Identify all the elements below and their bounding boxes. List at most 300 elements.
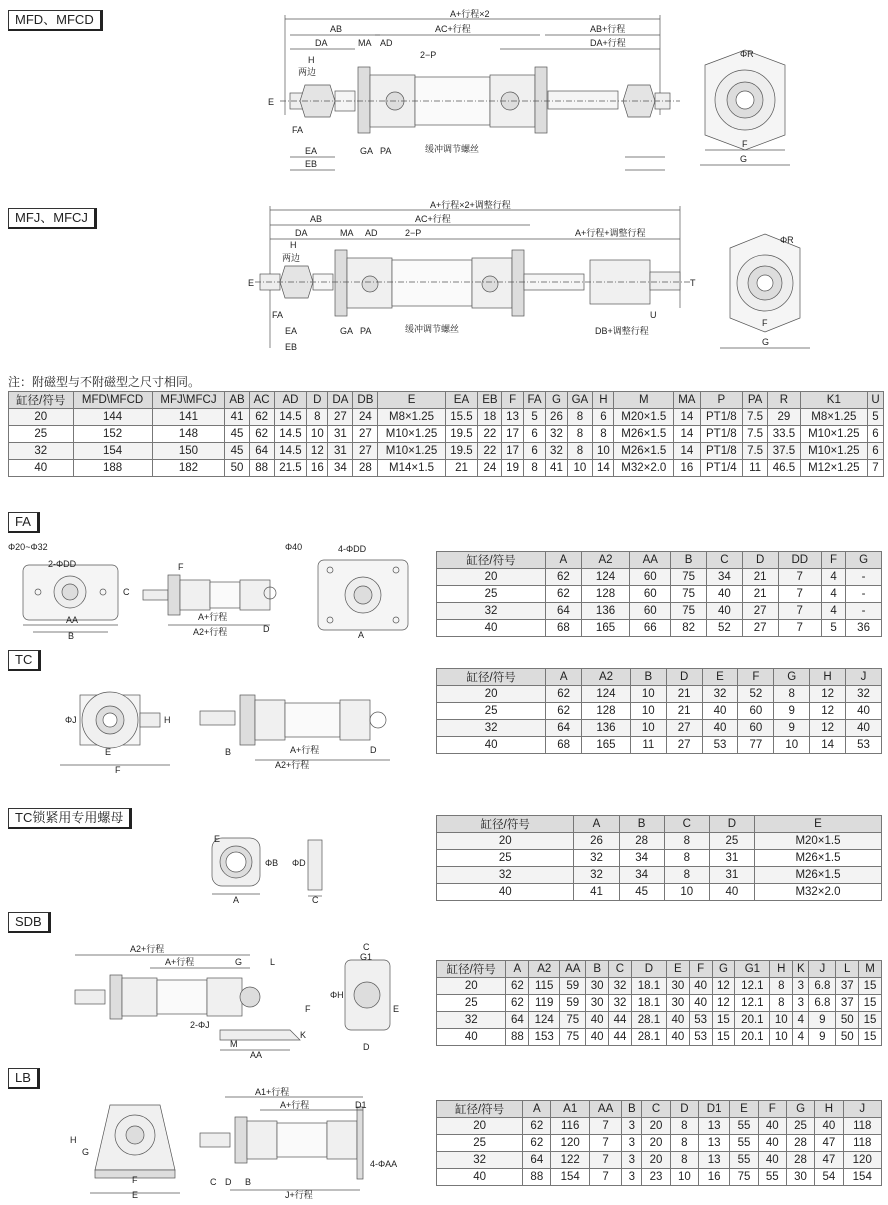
table-cell: 7 [778,620,821,637]
table-cell: 50 [836,1029,859,1046]
mfj-ad-label: AD [365,228,378,238]
column-header: D [709,816,754,833]
table-cell: 52 [738,686,774,703]
table-cell: 20 [437,978,506,995]
table-cell: 40 [702,720,738,737]
table-cell: 55 [730,1135,758,1152]
column-header: B [671,552,707,569]
table-cell: 66 [630,620,671,637]
table-cell: 34 [619,850,664,867]
table-cell: 19.5 [445,443,478,460]
column-header: M [859,961,882,978]
table-cell: 128 [582,703,631,720]
column-header: D [666,669,702,686]
mfj-e-label: E [248,278,255,288]
table-row [437,1118,882,1135]
table-cell: 14.5 [274,426,307,443]
table-cell: 16 [307,460,328,477]
table-cell: 12.1 [735,995,770,1012]
tc-nut-drawing [200,830,350,905]
table-cell: 7 [589,1152,621,1169]
table-row [437,850,882,867]
table-row [437,620,882,637]
table-cell: 31 [328,426,353,443]
table-cell: 60 [630,603,671,620]
table-cell: 154 [843,1169,882,1186]
table-cell: 115 [529,978,560,995]
column-header: B [630,669,666,686]
table-row [437,569,882,586]
mfj-ga-label: GA [340,326,354,336]
table-cell: 8 [523,460,546,477]
column-header: F [821,552,845,569]
table-cell: 14 [674,443,700,460]
table-cell: 40 [437,884,574,901]
table-cell: 15 [859,1012,882,1029]
column-header: AC [249,392,274,409]
table-cell: 62 [545,586,581,603]
table-cell: 27 [742,620,778,637]
table-cell: 40 [758,1118,786,1135]
table-row [437,586,882,603]
table-cell: 62 [506,978,529,995]
table-cell: 41 [574,884,619,901]
column-header: AA [589,1101,621,1118]
table-cell: 3 [793,978,809,995]
column-header: L [836,961,859,978]
table-cell: 4 [793,1029,809,1046]
table-cell: 8 [774,686,810,703]
column-header: PA [743,392,768,409]
mfj-eb-label: EB [285,342,298,352]
sdb-spec-table [436,960,882,1046]
table-cell: PT1/8 [700,409,743,426]
column-header: AA [560,961,586,978]
table-cell: 53 [702,737,738,754]
tc-e-label: E [105,747,112,757]
table-cell: M12×1.25 [800,460,867,477]
table-cell: 8 [670,1152,698,1169]
table-cell: 26 [546,409,567,426]
table-cell: 10 [593,443,614,460]
table-header-row [9,392,884,409]
table-cell: 33.5 [768,426,801,443]
section-label-mfj: MFJ、MFCJ [8,208,97,229]
column-header: C [706,552,742,569]
mfj-f-label: F [762,318,768,328]
table-cell: 27 [353,443,378,460]
table-cell: 15 [712,1029,735,1046]
table-cell: 68 [546,737,582,754]
table-cell: 62 [546,686,582,703]
fa-d-label: D [263,624,270,634]
mfj-a-total-label: A+行程×2+调整行程 [430,200,511,210]
column-header: P [700,392,743,409]
table-cell: 88 [523,1169,551,1186]
table-cell: 45 [225,443,249,460]
table-cell: 5 [523,409,546,426]
column-header: DD [778,552,821,569]
mfd-ab-label: AB [330,24,343,34]
column-header: G [774,669,810,686]
table-cell: 45 [225,426,249,443]
fa-c-label: C [123,587,130,597]
table-cell: 17 [502,426,523,443]
table-cell: 8 [670,1118,698,1135]
table-cell: PT1/8 [700,426,743,443]
table-cell: 15 [859,1029,882,1046]
table-cell: 40 [666,1012,689,1029]
lb-d-label: D [225,1177,232,1187]
column-header: D [670,1101,698,1118]
mfd-da-label: DA [315,38,328,48]
table-cell: 14 [593,460,614,477]
table-cell: 188 [73,460,152,477]
table-cell: 40 [702,703,738,720]
table-cell: 12 [307,443,328,460]
table-cell: 7 [589,1169,621,1186]
column-header: E [666,961,689,978]
table-row [437,720,882,737]
column-header: D [307,392,328,409]
table-cell: 21 [666,703,702,720]
table-cell: 44 [609,1029,632,1046]
table-cell: 6 [867,443,883,460]
table-cell: 18.1 [631,995,666,1012]
table-cell: 40 [586,1012,609,1029]
table-row [437,603,882,620]
sdb-aa-label: AA [250,1050,263,1060]
mfj-u-label: U [650,310,657,320]
column-header: U [867,392,883,409]
fa-range-small: Φ20~Φ32 [8,542,48,552]
table-row [437,884,882,901]
tc-drawing [60,675,400,775]
table-cell: 150 [152,443,225,460]
table-cell: 28 [619,833,664,850]
table-cell: 4 [821,569,845,586]
table-cell: 20 [437,1118,523,1135]
table-cell: 27 [666,720,702,737]
table-cell: 64 [249,443,274,460]
table-cell: 37.5 [768,443,801,460]
table-cell: 10 [774,737,810,754]
table-cell: 20 [437,686,546,703]
table-cell: 12 [810,720,846,737]
table-cell: 8 [664,867,709,884]
table-cell: 40 [815,1118,843,1135]
table-cell: 27 [742,603,778,620]
table-cell: 8 [664,833,709,850]
table-cell: M10×1.25 [800,443,867,460]
table-cell: 20 [437,833,574,850]
table-cell: 62 [546,703,582,720]
table-cell: 154 [551,1169,589,1186]
table-cell: 55 [730,1118,758,1135]
table-cell: 10 [770,1029,793,1046]
table-cell: 24 [478,460,502,477]
table-cell: 27 [353,426,378,443]
column-header: MA [674,392,700,409]
magnetic-note: 注：附磁型与不附磁型之尺寸相同。 [8,375,201,389]
table-cell: 82 [671,620,707,637]
table-cell: 7 [867,460,883,477]
table-cell: 21.5 [274,460,307,477]
table-cell: 6.8 [809,978,836,995]
table-cell: 88 [249,460,274,477]
table-cell: 59 [560,995,586,1012]
column-header: AB [225,392,249,409]
table-cell: 24 [353,409,378,426]
table-cell: 7 [778,586,821,603]
sdb-g1-label: G1 [360,952,373,962]
mfd-ab-stroke-label: AB+行程 [590,24,626,34]
section-label-mfd: MFD、MFCD [8,10,103,31]
table-cell: 34 [328,460,353,477]
table-cell: 19 [502,460,523,477]
column-header: R [768,392,801,409]
table-cell: 12 [810,686,846,703]
column-header: MFJ\MFCJ [152,392,225,409]
table-cell: 25 [786,1118,814,1135]
column-header: H [815,1101,843,1118]
mfd-ac-label: AC+行程 [435,24,471,34]
column-header: AD [274,392,307,409]
table-cell: 3 [622,1118,642,1135]
table-cell: 77 [738,737,774,754]
table-cell: 40 [9,460,74,477]
tc-a2-label: A2+行程 [275,760,310,770]
table-cell: 27 [666,737,702,754]
table-cell: 7 [778,603,821,620]
table-cell: 16 [674,460,700,477]
column-header: K [793,961,809,978]
table-cell: 10 [630,686,666,703]
mfd-h-label: H [308,55,315,65]
sdb-j-label: 2-ΦJ [190,1020,210,1030]
table-cell: 40 [689,978,712,995]
table-cell: - [846,569,882,586]
mfd-fa-label: FA [292,125,304,135]
table-cell: 12.1 [735,978,770,995]
sdb-c-label: C [363,942,370,952]
table-cell: 34 [706,569,742,586]
mfd-da-stroke-label: DA+行程 [590,38,626,48]
table-cell: 13 [699,1135,730,1152]
lb-spec-table [436,1100,882,1186]
sdb-a-label: A+行程 [165,957,195,967]
table-cell: 30 [586,978,609,995]
column-header: F [502,392,523,409]
table-cell: 75 [671,603,707,620]
main-spec-table [8,391,884,477]
table-cell: 75 [671,569,707,586]
column-header: A [545,552,581,569]
mfj-ac-label: AC+行程 [415,214,451,224]
mfd-cushion-label: 缓冲调节螺丝 [425,144,480,154]
mfd-port-label: 2−P [420,50,437,60]
table-cell: 9 [809,1012,836,1029]
table-cell: 28.1 [631,1029,666,1046]
tc-d-label: D [370,745,377,755]
table-cell: M8×1.25 [378,409,445,426]
lb-e-label: E [132,1190,139,1200]
table-cell: 47 [815,1152,843,1169]
table-row [437,1152,882,1169]
column-header: F [738,669,774,686]
mfd-a-total-label: A+行程×2 [450,9,490,19]
table-cell: M20×1.5 [754,833,881,850]
table-cell: 53 [689,1012,712,1029]
table-row [437,703,882,720]
sdb-k-label: K [300,1030,307,1040]
table-cell: 40 [437,620,546,637]
table-header-row [437,552,882,569]
table-cell: 22 [478,426,502,443]
table-cell: 47 [815,1135,843,1152]
fa-a2-label: A2+行程 [193,627,228,637]
column-header: B [619,816,664,833]
table-cell: 64 [506,1012,529,1029]
table-cell: 6 [593,409,614,426]
column-header: E [378,392,445,409]
column-header: G1 [735,961,770,978]
lb-g-label: G [82,1147,90,1157]
column-header: A2 [581,552,630,569]
fa-holes4-label: 4-ΦDD [338,544,367,554]
table-cell: 40 [758,1152,786,1169]
table-cell: 28.1 [631,1012,666,1029]
table-header-row [437,816,882,833]
table-cell: 119 [529,995,560,1012]
table-cell: 8 [307,409,328,426]
sdb-f-label: F [305,1004,311,1014]
table-cell: 116 [551,1118,589,1135]
mfd-eb-label: EB [305,159,318,169]
column-header: D [742,552,778,569]
table-cell: 7.5 [743,409,768,426]
column-header: E [730,1101,758,1118]
mfj-t-label: T [690,278,696,288]
table-cell: 32 [9,443,74,460]
column-header: G [546,392,567,409]
sdb-a2-label: A2+行程 [130,944,165,954]
table-cell: 6.8 [809,995,836,1012]
sdb-d-label: D [363,1042,370,1052]
table-cell: 165 [581,620,630,637]
mfj-fa-label: FA [272,310,284,320]
table-cell: 21 [445,460,478,477]
table-cell: 32 [609,978,632,995]
table-cell: 118 [843,1135,882,1152]
table-cell: 8 [664,850,709,867]
table-cell: 7.5 [743,443,768,460]
sdb-l-label: L [270,957,276,967]
table-cell: 4 [821,603,845,620]
table-cell: 12 [810,703,846,720]
table-cell: 20 [642,1135,670,1152]
fa-holes-label: 2-ΦDD [48,559,77,569]
column-header: A1 [551,1101,589,1118]
table-row [9,409,884,426]
table-cell: 28 [786,1152,814,1169]
table-cell: 40 [586,1029,609,1046]
lb-j-label: J+行程 [285,1190,313,1200]
column-header: DB [353,392,378,409]
table-cell: 182 [152,460,225,477]
table-cell: 31 [328,443,353,460]
table-cell: 30 [666,995,689,1012]
table-cell: 4 [821,586,845,603]
table-cell: 6 [867,426,883,443]
table-cell: 3 [622,1152,642,1169]
table-cell: 5 [821,620,845,637]
table-cell: M10×1.25 [378,443,445,460]
column-header: B [622,1101,642,1118]
table-cell: 41 [546,460,567,477]
table-cell: 55 [758,1169,786,1186]
table-cell: 36 [846,620,882,637]
fa-range-large: Φ40 [285,542,303,552]
table-cell: 25 [9,426,74,443]
table-row [437,1135,882,1152]
column-header: EB [478,392,502,409]
table-cell: 40 [846,703,882,720]
table-cell: 23 [642,1169,670,1186]
table-cell: 62 [523,1118,551,1135]
column-header: H [810,669,846,686]
column-header: G [786,1101,814,1118]
table-cell: 152 [73,426,152,443]
sdb-e-label: E [393,1004,400,1014]
table-cell: 40 [437,737,546,754]
table-cell: 120 [551,1135,589,1152]
table-cell: 34 [619,867,664,884]
table-cell: 64 [545,603,581,620]
table-cell: 32 [702,686,738,703]
column-header: 缸径/符号 [437,961,506,978]
table-cell: 62 [506,995,529,1012]
table-cell: 60 [630,586,671,603]
table-cell: 14 [674,426,700,443]
column-header: A [506,961,529,978]
table-cell: 45 [619,884,664,901]
table-cell: 15 [712,1012,735,1029]
table-cell: 6 [523,426,546,443]
table-cell: 7 [589,1118,621,1135]
table-cell: 32 [546,443,567,460]
table-cell: 10 [664,884,709,901]
section-label-tc-nut: TC锁紧用专用螺母 [8,808,132,829]
table-cell: 14 [674,409,700,426]
mfj-ab-label: AB [310,214,323,224]
nut-e-label: E [214,834,221,844]
table-cell: 8 [593,426,614,443]
table-row [437,833,882,850]
table-cell: PT1/8 [700,443,743,460]
table-cell: 18.1 [631,978,666,995]
column-header: 缸径/符号 [437,669,546,686]
table-cell: 25 [437,703,546,720]
table-cell: 62 [249,409,274,426]
table-cell: 25 [437,586,546,603]
table-cell: 15 [859,978,882,995]
table-cell: 64 [546,720,582,737]
table-cell: 10 [670,1169,698,1186]
table-cell: 10 [770,1012,793,1029]
table-row [437,1029,882,1046]
column-header: A [523,1101,551,1118]
